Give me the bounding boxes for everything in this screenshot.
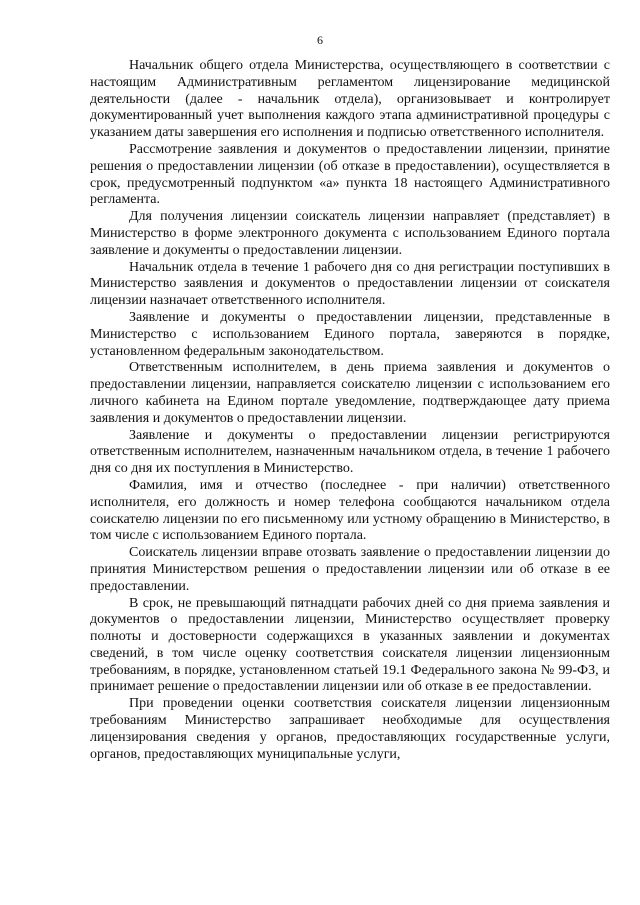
paragraph: Рассмотрение заявления и документов о предоставлении лицензии, принятие решения о предоставлении лицензии (об отказе в предоставлении), осуществляется в срок, предусмотренный подпунктом «а» пункта 18 настоящего Административного регламента. bbox=[90, 141, 610, 208]
paragraph: Начальник отдела в течение 1 рабочего дня со дня регистрации поступивших в Министерство заявления и документов о предоставлении лицензии от соискателя лицензии назначает ответственного исполнителя. bbox=[90, 259, 610, 309]
paragraph: Заявление и документы о предоставлении лицензии, представленные в Министерство с использованием Единого портала, заверяются в порядке, установленном федеральным законодательством. bbox=[90, 309, 610, 359]
paragraph: Для получения лицензии соискатель лицензии направляет (представляет) в Министерство в форме электронного документа с использованием Единого портала заявление и документы о предоставлении лицензии. bbox=[90, 209, 610, 258]
page-number: 6 bbox=[317, 33, 323, 47]
paragraph: Соискатель лицензии вправе отозвать заявление о предоставлении лицензии до принятия Министерством решения о предоставлении лицензии или об отказе в ее предоставлении. bbox=[90, 545, 610, 594]
paragraph: Начальник общего отдела Министерства, осуществляющего в соответствии с настоящим Административным регламентом лицензирование медицинской деятельности (далее - начальник отдела), организовывает и контролирует документированный учет выполнения каждого этапа административной процедуры с указанием даты завершения его исполнения и подписью ответственного исполнителя. bbox=[90, 58, 610, 141]
paragraph: Ответственным исполнителем, в день приема заявления и документов о предоставлении лицензии, направляется соискателю лицензии с использованием его личного кабинета на Едином портале уведомление, подтверждающее дату приема заявления и документов о предоставлении лицензии. bbox=[90, 360, 610, 426]
paragraph: В срок, не превышающий пятнадцати рабочих дней со дня приема заявления и документов о предоставлении лицензии, Министерство осуществляет проверку полноты и достоверности содержащихся в указанных заявлении и документах сведений, в том числе оценку соответствия соискателя лицензии лицензионным требованиям, в порядке, установленном статьей 19.1 Федерального закона № 99-ФЗ, и принимает решение о предоставлении лицензии или об отказе в ее предоставлении. bbox=[90, 595, 610, 695]
paragraph: Заявление и документы о предоставлении лицензии регистрируются ответственным исполнителем, назначенным начальником отдела, в течение 1 рабочего дня со дня их поступления в Министерство. bbox=[90, 427, 610, 477]
paragraph-continued: При проведении оценки соответствия соискателя лицензии лицензионным требованиям Министерство запрашивает необходимые для осуществления лицензирования сведения у органов, предоставляющих государственные услуги, органов, предоставляющих муниципальные услуги, bbox=[90, 696, 610, 762]
paragraph: Фамилия, имя и отчество (последнее - при наличии) ответственного исполнителя, его должность и номер телефона сообщаются начальником отдела соискателю лицензии по его письменному или устному обращению в Министерство, в том числе с использованием Единого портала. bbox=[90, 477, 610, 544]
document-body bbox=[90, 58, 610, 763]
